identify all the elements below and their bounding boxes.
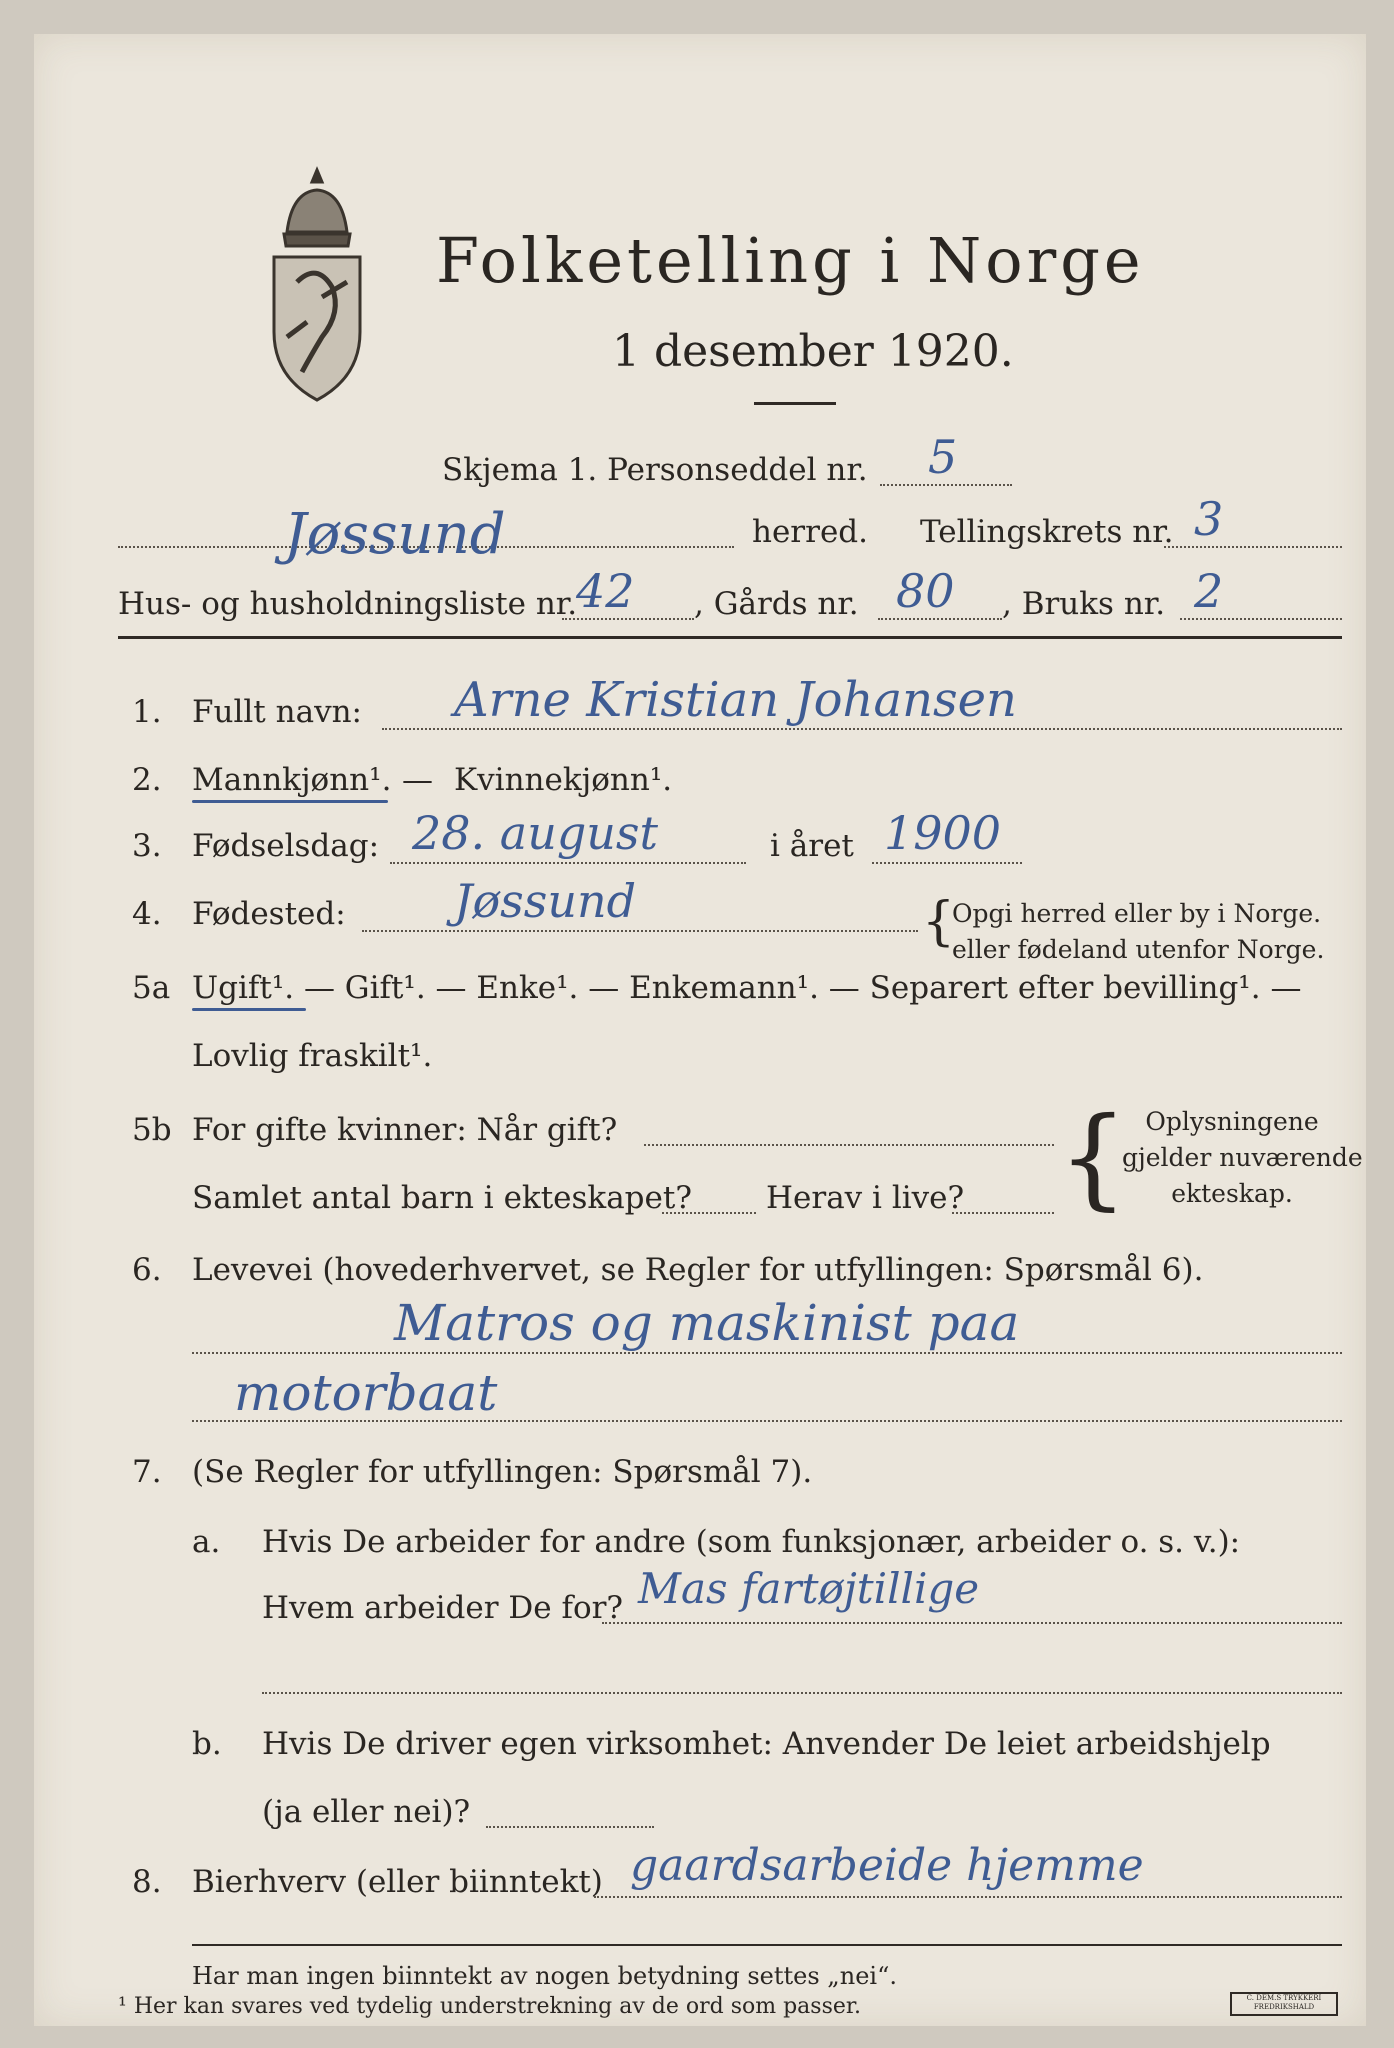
q5b-hint-1: Oplysningene (1145, 1107, 1319, 1136)
q6-number: 6. (132, 1252, 162, 1288)
q7a-label-2: Hvem arbeider De for? (262, 1590, 624, 1626)
q1-number: 1. (132, 694, 162, 730)
gards-label: , Gårds nr. (694, 586, 859, 622)
herred-value[interactable]: Jøssund (284, 502, 506, 567)
form-date: 1 desember 1920. (612, 326, 1014, 377)
q6-label: Levevei (hovederhvervet, se Regler for utfyllingen: Spørsmål 6). (192, 1252, 1204, 1288)
q3-birthday-value[interactable]: 28. august (412, 806, 658, 860)
title-divider (754, 402, 836, 405)
q7a-label-1: Hvis De arbeider for andre (som funksjonær, arbeider o. s. v.): (262, 1524, 1241, 1560)
q5b-label-3: Herav i live? (766, 1180, 965, 1216)
q6-occupation-value-1[interactable]: Matros og maskinist paa (394, 1294, 1020, 1352)
q6-occupation-value-2[interactable]: motorbaat (234, 1364, 498, 1422)
printer-stamp: C. DEM.S TRYKKERI FREDRIKSHALD (1230, 1992, 1338, 2016)
q1-full-name-value[interactable]: Arne Kristian Johansen (454, 672, 1017, 728)
tellingskrets-nr-value[interactable]: 3 (1194, 492, 1224, 546)
q4-hint-2: eller fødeland utenfor Norge. (952, 935, 1325, 964)
q3-label: Fødselsdag: (192, 828, 380, 864)
q7a-employer-value[interactable]: Mas fartøjtillige (638, 1564, 980, 1613)
q7b-label-2: (ja eller nei)? (262, 1794, 471, 1830)
q5b-hint-2: gjelder nuværende (1122, 1143, 1363, 1172)
q3-number: 3. (132, 828, 162, 864)
coat-of-arms-icon (262, 162, 372, 412)
q4-label: Fødested: (192, 896, 346, 932)
q4-birthplace-value[interactable]: Jøssund (454, 874, 637, 928)
q4-number: 4. (132, 896, 162, 932)
personseddel-nr-value[interactable]: 5 (928, 430, 958, 484)
gards-nr-value[interactable]: 80 (896, 564, 955, 618)
q3-year-label: i året (770, 828, 854, 864)
q5a-options-line2[interactable]: Lovlig fraskilt¹. (192, 1038, 433, 1074)
bruks-label: , Bruks nr. (1002, 586, 1166, 622)
form-title: Folketelling i Norge (436, 224, 1145, 297)
q7b-label-1: Hvis De driver egen virksomhet: Anvender De leiet arbeidshjelp (262, 1726, 1271, 1762)
census-form-page: Folketelling i Norge 1 desember 1920. Skjema 1. Personseddel nr. 5 Jøssund herred. Tellingskrets nr. 3 Hus- og husholdningsliste nr. 42 , Gårds nr. 80 , Bruks nr. 2 1. Fullt navn: Arne Kristian Johansen 2. Mannkjønn¹. — Kvinnekjønn¹. 3. Fødselsdag: 28. august i året 1900 4. Fødested: Jøssund { Opgi herred eller by i Norge. eller fødeland utenfor Norge. 5a Ugift¹. — Gift¹. — Enke¹. — Enkemann¹. — Separert efter bevilling¹. — Lovlig fraskilt¹. 5b For gifte kvinner: Når gift? Samlet antal barn i ekteskapet? Herav i live? { Oplysningene gjelder nuværende ekteskap. 6. Levevei (hovederhvervet, se Regler for utfyllingen: Spørsmål 6). Matros og maskinist paa motorbaat 7. (Se Regler for utfyllingen: Spørsmål 7). a. Hvis De arbeider for andre (som funksjonær, arbeider o. s. v.): Hvem arbeider De for? Mas fartøjtillige b. Hvis De driver egen virksomhet: Anvender De leiet arbeidshjelp (ja eller nei)? 8. Bierhverv (eller biinntekt) gaardsarbeide hjemme Har man ingen biinntekt av nogen betydning settes „nei“. ¹ Her kan svares ved tydelig understrekning av de ord som passer. C. DEM.S TRYKKERI FREDRIKSHALD (34, 34, 1366, 2026)
q7a-letter: a. (192, 1524, 221, 1560)
hus-label: Hus- og husholdningsliste nr. (118, 586, 578, 622)
footnote: ¹ Her kan svares ved tydelig understrekning av de ord som passer. (118, 1994, 861, 2019)
skjema-label: Skjema 1. Personseddel nr. (442, 452, 868, 488)
bruks-nr-value[interactable]: 2 (1194, 564, 1224, 618)
q7b-letter: b. (192, 1726, 222, 1762)
q5b-hint-3: ekteskap. (1171, 1179, 1293, 1208)
q8-label: Bierhverv (eller biinntekt) (192, 1864, 603, 1900)
q8-number: 8. (132, 1864, 162, 1900)
q5a-number: 5a (132, 970, 171, 1006)
q7-number: 7. (132, 1454, 162, 1490)
tellingskrets-label: Tellingskrets nr. (920, 514, 1174, 550)
header-rule (118, 636, 1342, 639)
q4-hint-1: Opgi herred eller by i Norge. (952, 899, 1322, 928)
q2-number: 2. (132, 762, 162, 798)
q7-label: (Se Regler for utfyllingen: Spørsmål 7). (192, 1454, 813, 1490)
q2-separator: — (402, 762, 433, 798)
q5b-label-1: For gifte kvinner: Når gift? (192, 1112, 618, 1148)
q5b-label-2: Samlet antal barn i ekteskapet? (192, 1180, 692, 1216)
q3-year-value[interactable]: 1900 (884, 806, 1002, 860)
q5a-options[interactable]: Ugift¹. — Gift¹. — Enke¹. — Enkemann¹. — Separert efter bevilling¹. — (192, 970, 1302, 1006)
q2-male-underline (192, 800, 388, 803)
hus-nr-value[interactable]: 42 (576, 564, 635, 618)
q8-side-income-value[interactable]: gaardsarbeide hjemme (630, 1840, 1144, 1891)
q5b-number: 5b (132, 1112, 172, 1148)
q2-female-option[interactable]: Kvinnekjønn¹. (454, 762, 673, 798)
herred-label: herred. (752, 514, 868, 550)
footer-note: Har man ingen biinntekt av nogen betydning settes „nei“. (192, 1962, 897, 1990)
q2-male-option[interactable]: Mannkjønn¹. (192, 762, 392, 798)
footer-rule (192, 1944, 1342, 1946)
q1-label: Fullt navn: (192, 694, 362, 730)
q5a-ugift-underline (192, 1008, 306, 1011)
